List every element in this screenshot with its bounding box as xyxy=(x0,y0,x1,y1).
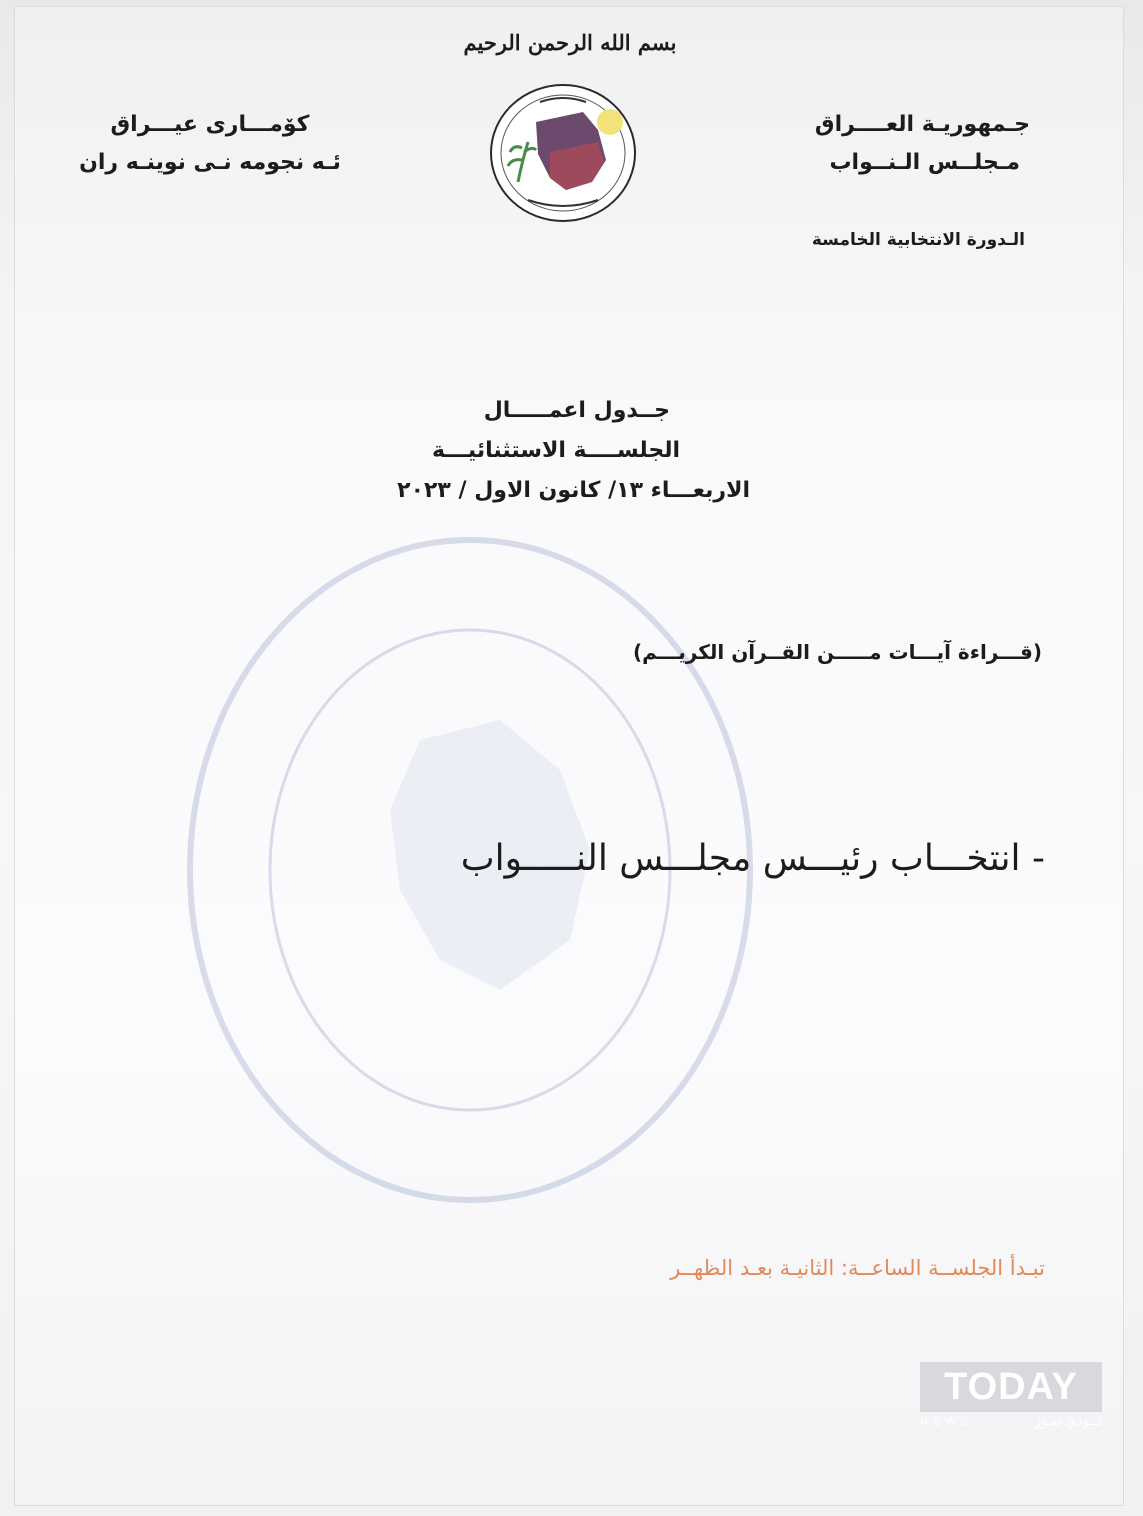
session-date: الاربعـــاء ١٣/ كانون الاول / ٢٠٢٣ xyxy=(397,478,750,503)
electoral-term: الـدورة الانتخابية الخامسة xyxy=(811,230,1025,250)
arabic-council-name: مـجلــس الـنــواب xyxy=(829,150,1020,175)
parliament-emblem-icon xyxy=(488,82,638,224)
session-start-time: تبـدأ الجلســة الساعــة: الثانيـة بعـد الظهــر xyxy=(670,1256,1045,1280)
kurdish-council-name: ئـه نجومه نـى نوينـه ران xyxy=(79,150,341,175)
watermark-logo: TODAY xyxy=(944,1366,1078,1408)
watermark-news: NEWS xyxy=(920,1416,973,1428)
basmala: بسم الله الرحمن الرحيم xyxy=(463,30,677,55)
watermark-arabic: تــودي نيـوز xyxy=(1034,1413,1102,1429)
arabic-republic-name: جـمهوريـة العــــراق xyxy=(814,112,1030,137)
agenda-item-main: - انتخـــاب رئيـــس مجلـــس النـــــواب xyxy=(460,838,1045,879)
today-news-watermark xyxy=(920,1362,1102,1438)
kurdish-republic-name: كۆمـــارى عيـــراق xyxy=(110,112,310,137)
agenda-title: جــدول اعمـــــال xyxy=(483,398,670,423)
session-type: الجلســــة الاستثنائيـــة xyxy=(431,438,680,463)
agenda-item-quran: (قـــراءة آيـــات مـــــن القــرآن الكريـــم) xyxy=(632,640,1042,664)
